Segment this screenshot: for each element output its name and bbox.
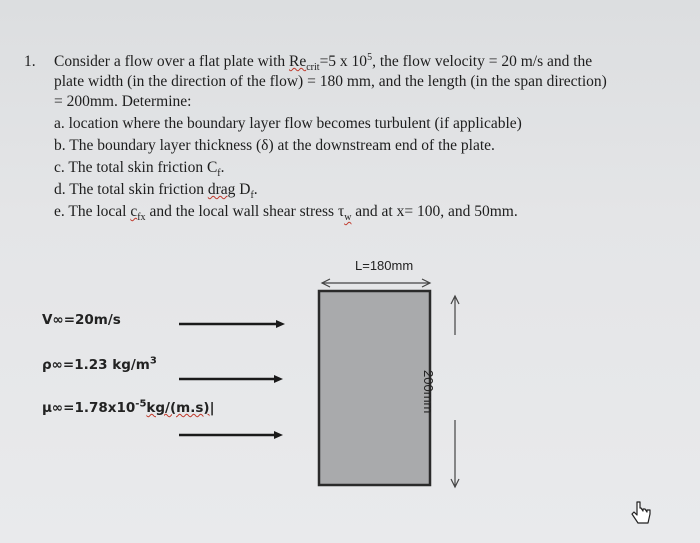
width-label: 200mm — [421, 370, 436, 414]
viscosity-condition — [42, 400, 215, 416]
item-d-end: . — [253, 181, 258, 198]
velocity-condition: V∞=20m/s — [42, 312, 121, 328]
item-c-sub: f — [217, 168, 221, 180]
density-condition — [42, 357, 157, 373]
re-value: =5 x 10 — [319, 53, 368, 70]
hand-cursor-icon — [631, 500, 653, 526]
viscosity-units: kg/(m.s) — [146, 400, 210, 416]
text-caret: | — [209, 400, 215, 416]
item-d-drag: drag — [207, 181, 236, 198]
item-d-text: d. The total skin friction — [54, 181, 208, 198]
length-dimension-arrow — [322, 279, 430, 287]
re-exponent: 5 — [367, 51, 373, 63]
length-label: L=180mm — [355, 258, 414, 273]
viscosity-text: μ∞=1.78x10 — [42, 400, 136, 416]
item-d-D: D — [235, 181, 251, 198]
viscosity-exp: -5 — [135, 398, 147, 410]
item-a: a. location where the boundary layer flow becomes turbulent (if applicable) — [54, 115, 522, 132]
intro-text: Consider a flow over a flat plate with — [54, 53, 290, 70]
item-d-sub: f — [250, 190, 254, 202]
flow-arrows — [179, 320, 285, 439]
re-label: Re — [289, 53, 307, 70]
density-exp: 3 — [149, 355, 157, 367]
intro-line-2: plate width (in the direction of the flow) = 180 mm, and the length (in the span direction) — [54, 73, 607, 90]
item-c-end: . — [220, 159, 225, 176]
item-b: b. The boundary layer thickness (δ) at the downstream end of the plate. — [54, 137, 495, 154]
velocity-text: , the flow velocity = 20 m/s and the — [372, 53, 593, 70]
item-e-end: and at x= 100, and 50mm. — [351, 203, 518, 220]
flat-plate — [319, 291, 430, 485]
item-e-tau: and the local wall shear stress τ — [145, 203, 345, 220]
density-text: ρ∞=1.23 kg/m — [42, 357, 150, 373]
item-e-text: e. The local — [54, 203, 131, 220]
cf-sub: fx — [137, 212, 146, 224]
question-number: 1. — [24, 53, 36, 70]
cf-symbol: c — [130, 203, 138, 220]
width-dimension-arrow — [451, 296, 459, 487]
re-sub: crit — [306, 62, 320, 74]
intro-line-3: = 200mm. Determine: — [54, 93, 192, 110]
item-c-text: c. The total skin friction C — [54, 159, 218, 176]
tau-sub: w — [344, 212, 352, 224]
